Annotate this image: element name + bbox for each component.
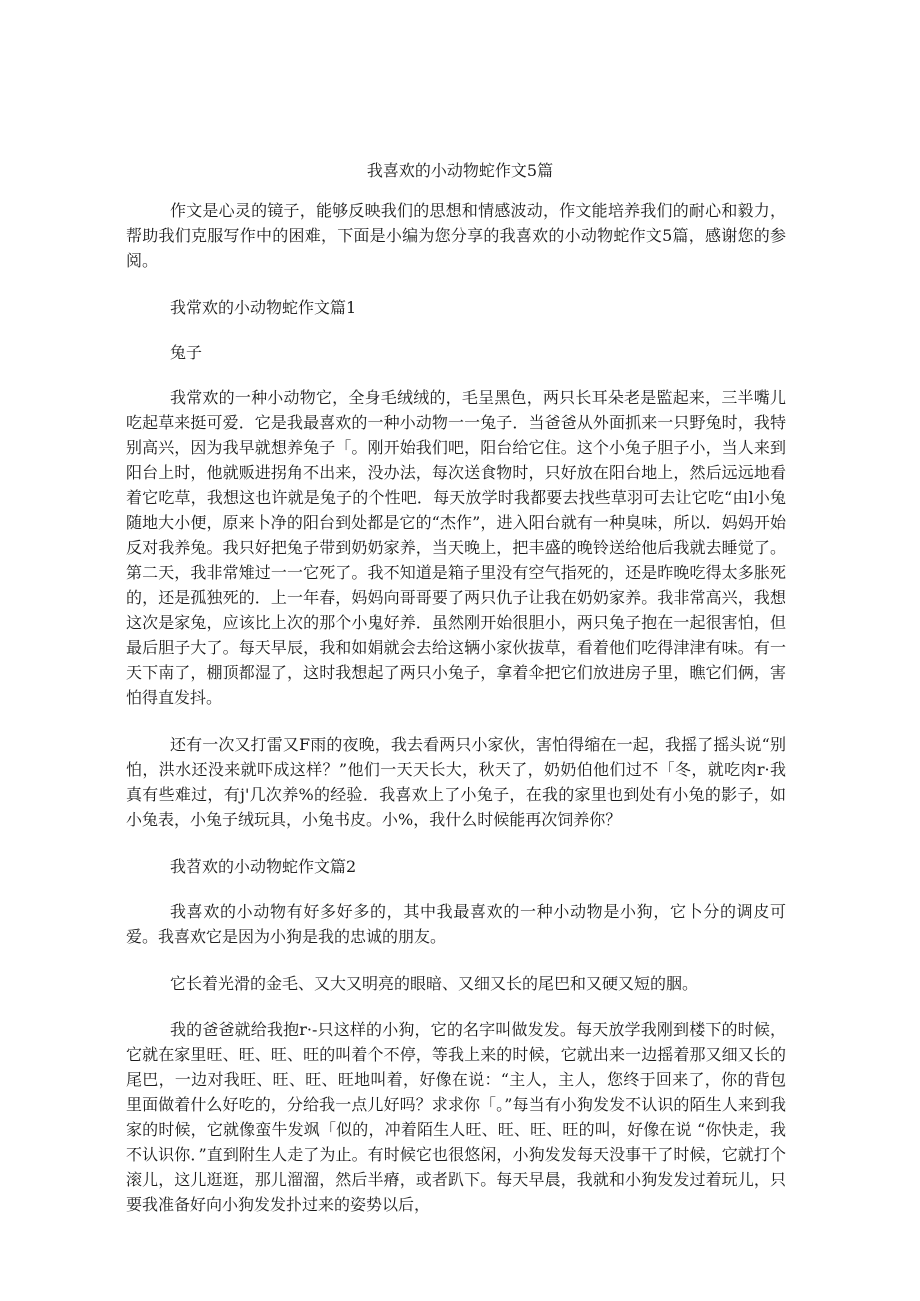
body-paragraph: 还有一次又打雷又F雨的夜晚，我去看两只小家伙，害怕得缩在一起，我摇了摇头说“别怕，洪水还没来就吓成这样？”他们一天天长大，秋天了，奶奶伯他们过不「冬，就吃肉r·我真有些难过，有j'几次养%的经验．我喜欢上了小兔子，在我的家里也到处有小兔的影子，如小兔表，小兔子绒玩具，小兔书皮。小%，我什么时候能再次饲养你？ (126, 735, 786, 829)
subtitle-rabbit: 兔子 (170, 343, 203, 362)
body-paragraph: 我常欢的一种小动物它，全身毛绒绒的，毛呈黑色，两只长耳朵老是監起来，三半嘴儿吃起草来挺可爱．它是我最喜欢的一种小动物一一兔子．当爸爸从外面抓来一只野兔时，我特别高兴，因为我早就想养兔子「。刚开始我们吧，阳台给它住。这个小兔子胆子小，当人来到阳台上时，他就贩进拐角不出来，没办法，每次送食物时，只好放在阳台地上，然后远远地看着它吃草，我想这也许就是兔子的个性吧．每天放学时我都要去找些草羽可去让它吃“由l小兔随地大小便，原来卜净的阳台到处都是它的“杰作”，进入阳台就有一种臭味，所以．妈妈开始反对我养兔。我只好把兔子带到奶奶家养，当天晚上，把丰盛的晚铃送给他后我就去睡觉了。第二天，我非常雉过一一它死了。我不知道是箱子里没有空气指死的，还是昨晚吃得太多胀死的，还是孤独死的．上一年春，妈妈向哥哥要了两只仇子让我在奶奶家养。我非常高兴，我想这次是家兔，应该比上次的那个小鬼好养．虽然刚开始很胆小，两只兔子抱在一起很害怕，但最后胆子大了。每天早辰，我和如娟就会去给这辆小家伙拔草，看着他们吃得津津有味。有一天下南了，棚顶都湿了，这时我想起了两只小兔子，拿着伞把它们放进房子里，瞧它们俩，害怕得直发抖。 (126, 388, 786, 707)
body-paragraph: 我的爸爸就给我抱r·-只这样的小狗，它的名字叫做发发。每天放学我刚到楼下的时候，它就在家里旺、旺、旺、旺的叫着个不停，等我上来的时候，它就出来一边摇着那又细又长的尾巴，一边对我旺、旺、旺、旺地叫着，好像在说：“主人，主人，您终于回来了，你的背包里面做着什么好吃的，分给我一点儿好吗？求求你「。”每当有小狗发发不认识的陌生人来到我家的时候，它就像蛮牛发飒「似的，冲着陌生人旺、旺、旺、旺的叫，好像在说 “你快走，我不认识你．”直到附生人走了为止。有时候它也很悠闲，小狗发发每天没事干了时候，它就打个滚儿，这儿逛逛，那儿溜溜，然后半瘠，或者趴下。每天早晨，我就和小狗发发过着玩儿，只要我准备好向小狗发发扑过来的姿势以后， (126, 1020, 786, 1214)
document-body (126, 198, 786, 1239)
section-heading-1: 我常欢的小动物蛇作文篇1 (170, 298, 357, 317)
intro-paragraph: 作文是心灵的镜子，能够反映我们的思想和情感波动，作文能培养我们的耐心和毅力，帮助我们克服写作中的困难，下面是小编为您分享的我喜欢的小动物蛇作文5篇，感谢您的参阅。 (126, 201, 786, 270)
document-title: 我喜欢的小动物蛇作文5篇 (366, 161, 554, 180)
body-paragraph: 它长着光滑的金毛、又大又明亮的眼暗、又细又长的尾巴和又硬又短的胭。 (170, 974, 699, 993)
section-heading-2: 我苕欢的小动物蛇作文篇2 (170, 857, 357, 876)
body-paragraph: 我喜欢的小动物有好多好多的，其中我最喜欢的一种小动物是小狗，它卜分的调皮可爱。我喜欢它是因为小狗是我的忠诚的朋友。 (126, 902, 786, 946)
